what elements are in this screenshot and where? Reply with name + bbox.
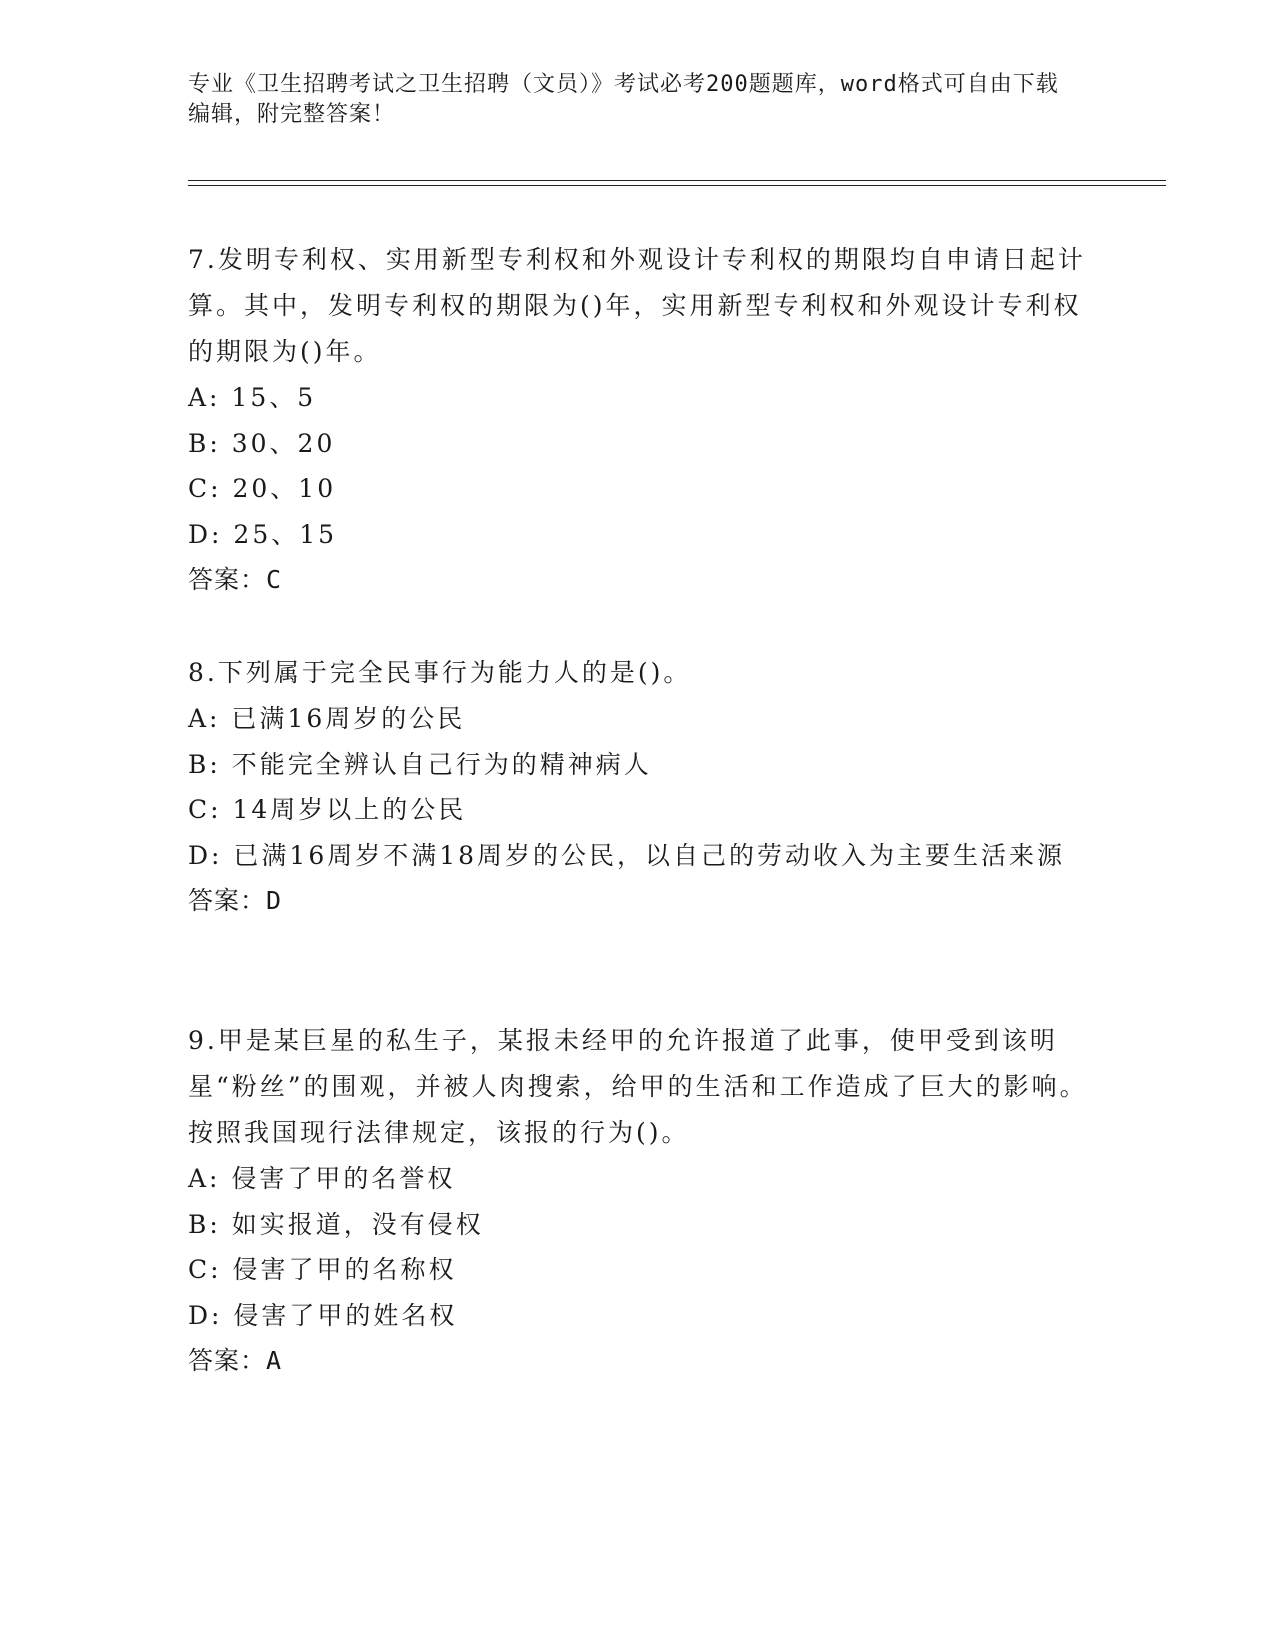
option-a: A: 已满16周岁的公民 <box>188 704 466 733</box>
question-stem: 8.下列属于完全民事行为能力人的是()。 <box>188 658 692 687</box>
answer-line: 答案：A <box>188 1346 283 1375</box>
question-8 <box>188 650 1088 924</box>
question-stem: 7.发明专利权、实用新型专利权和外观设计专利权的期限均自申请日起计算。其中，发明专利权的期限为()年，实用新型专利权和外观设计专利权的期限为()年。 <box>188 245 1086 366</box>
question-stem: 9.甲是某巨星的私生子，某报未经甲的允许报道了此事，使甲受到该明星“粉丝”的围观，并被人肉搜索，给甲的生活和工作造成了巨大的影响。按照我国现行法律规定，该报的行为()。 <box>188 1026 1088 1147</box>
option-a: A: 15、5 <box>188 383 317 412</box>
question-9 <box>188 1018 1088 1384</box>
option-b: B: 如实报道，没有侵权 <box>188 1209 484 1239</box>
option-c: C: 14周岁以上的公民 <box>188 795 467 824</box>
option-b: B: 不能完全辨认自己行为的精神病人 <box>188 749 652 779</box>
option-d: D: 已满16周岁不满18周岁的公民，以自己的劳动收入为主要生活来源 <box>188 840 1066 870</box>
header-divider-bottom <box>188 185 1166 186</box>
document-header: 专业《卫生招聘考试之卫生招聘（文员）》考试必考200题题库，word格式可自由下载编辑，附完整答案！ <box>188 72 1059 127</box>
option-b: B: 30、20 <box>188 428 336 458</box>
answer-line: 答案：D <box>188 886 283 915</box>
question-7 <box>188 237 1088 603</box>
option-a: A: 侵害了甲的名誉权 <box>188 1164 456 1193</box>
header-divider-top <box>188 180 1166 181</box>
option-d: D: 侵害了甲的姓名权 <box>188 1300 458 1330</box>
option-c: C: 侵害了甲的名称权 <box>188 1255 457 1284</box>
option-d: D: 25、15 <box>188 519 338 549</box>
answer-line: 答案：C <box>188 565 283 594</box>
option-c: C: 20、10 <box>188 474 337 503</box>
